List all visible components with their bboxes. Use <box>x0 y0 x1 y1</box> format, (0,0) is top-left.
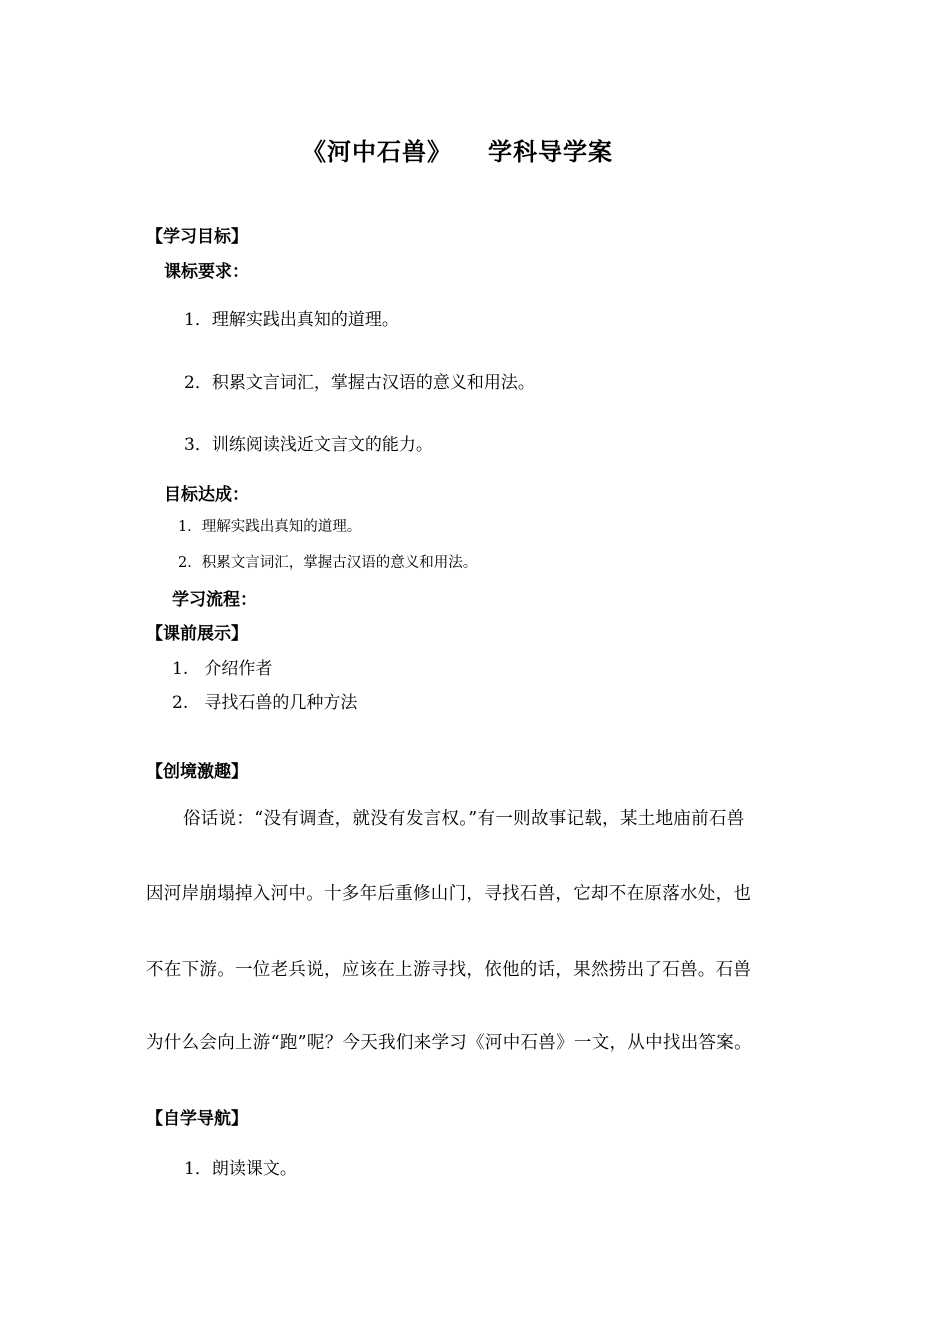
selfstudy-header: 【自学导航】 <box>146 1109 248 1129</box>
process-label: 学习流程： <box>172 590 257 610</box>
scene-paragraph-line: 不在下游。一位老兵说，应该在上游寻找，依他的话，果然捞出了石兽。石兽 <box>146 960 752 980</box>
curriculum-item: 1．理解实践出真知的道理。 <box>184 310 399 330</box>
goals-header: 【学习目标】 <box>146 227 248 247</box>
curriculum-label: 课标要求： <box>164 262 249 282</box>
curriculum-item: 3．训练阅读浅近文言文的能力。 <box>184 435 433 455</box>
preview-item: 1. 介绍作者 <box>172 659 273 679</box>
achieve-item: 1．理解实践出真知的道理。 <box>178 519 362 535</box>
scene-header: 【创境激趣】 <box>146 762 248 782</box>
scene-paragraph-line: 因河岸崩塌掉入河中。十多年后重修山门，寻找石兽，它却不在原落水处，也 <box>146 884 752 904</box>
document-title <box>302 132 613 167</box>
achieve-label: 目标达成： <box>164 485 249 505</box>
preview-header: 【课前展示】 <box>146 624 248 644</box>
title-book-name: 《河中石兽》 <box>302 138 452 166</box>
title-suffix: 学科导学案 <box>488 138 613 166</box>
scene-paragraph-line: 为什么会向上游“跑”呢？今天我们来学习《河中石兽》一文，从中找出答案。 <box>146 1033 752 1053</box>
curriculum-item: 2．积累文言词汇，掌握古汉语的意义和用法。 <box>184 373 535 393</box>
scene-paragraph-line: 俗话说：“没有调查，就没有发言权。”有一则故事记载，某土地庙前石兽 <box>183 809 745 829</box>
preview-item: 2. 寻找石兽的几种方法 <box>172 693 358 713</box>
achieve-item: 2．积累文言词汇，掌握古汉语的意义和用法。 <box>178 555 478 571</box>
selfstudy-item: 1．朗读课文。 <box>184 1159 297 1179</box>
